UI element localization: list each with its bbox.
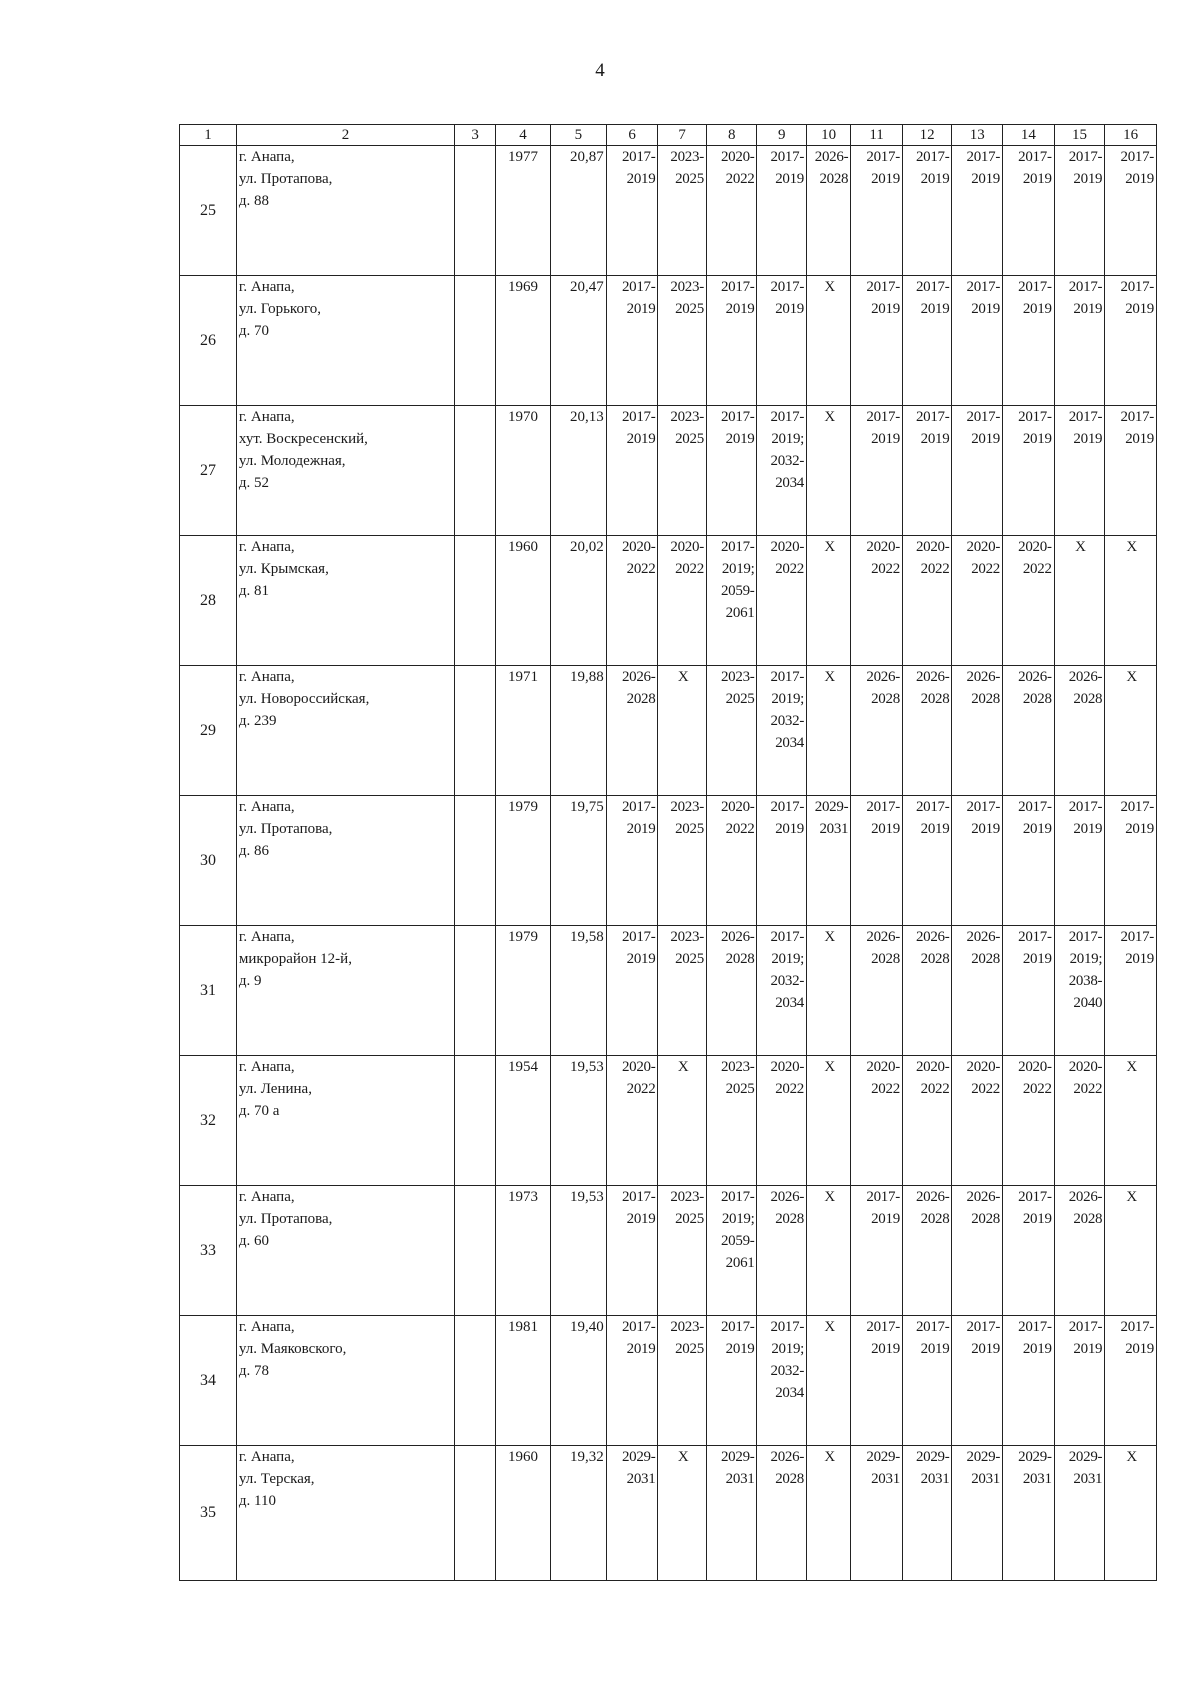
address-line: д. 60 — [238, 1233, 270, 1249]
period-cell: 2020- 2022 — [902, 1056, 952, 1186]
table-row — [180, 146, 1157, 276]
period-cell: 2020- 2022 — [851, 536, 903, 666]
period-cell: 2017- 2019 — [1105, 146, 1157, 276]
period-cell: 2017- 2019 — [1054, 1316, 1105, 1446]
column-number-2: 2 — [236, 125, 454, 146]
period-cell: 2017- 2019 — [1003, 926, 1055, 1056]
period-cell: 2029- 2031 — [851, 1446, 903, 1581]
period-cell: 2017- 2019; 2059- 2061 — [706, 1186, 757, 1316]
year-cell: 1960 — [496, 1446, 551, 1581]
period-cell: 2017- 2019 — [757, 146, 807, 276]
column-number-1: 1 — [180, 125, 237, 146]
schedule-table — [179, 124, 1157, 1581]
period-cell: 2017- 2019 — [1054, 406, 1105, 536]
period-cell: 2020- 2022 — [1054, 1056, 1105, 1186]
table-row — [180, 276, 1157, 406]
period-cell: 2017- 2019 — [1105, 406, 1157, 536]
period-cell: X — [807, 406, 851, 536]
period-cell: 2029- 2031 — [1054, 1446, 1105, 1581]
column-3-cell — [455, 1446, 496, 1581]
period-cell: 2017- 2019 — [706, 406, 757, 536]
period-cell: 2017- 2019 — [606, 146, 658, 276]
period-cell: X — [658, 1056, 706, 1186]
period-cell: 2017- 2019 — [1054, 796, 1105, 926]
year-cell: 1971 — [496, 666, 551, 796]
address-line: ул. Протапова, — [238, 171, 333, 187]
column-number-8: 8 — [706, 125, 757, 146]
address-line: ул. Молодежная, — [238, 453, 346, 469]
period-cell: 2017- 2019; 2038- 2040 — [1054, 926, 1105, 1056]
address-line: д. 70 — [238, 323, 270, 339]
period-cell: X — [1105, 1056, 1157, 1186]
area-cell: 19,53 — [550, 1186, 606, 1316]
period-cell: X — [807, 926, 851, 1056]
period-cell: 2017- 2019 — [757, 276, 807, 406]
period-cell: 2017- 2019 — [851, 276, 903, 406]
column-3-cell — [455, 1056, 496, 1186]
address-cell — [236, 1186, 454, 1316]
column-3-cell — [455, 796, 496, 926]
period-cell: X — [1105, 1446, 1157, 1581]
period-cell: 2017- 2019 — [1105, 926, 1157, 1056]
period-cell: 2029- 2031 — [1003, 1446, 1055, 1581]
period-cell: 2017- 2019 — [1105, 796, 1157, 926]
table-row — [180, 1446, 1157, 1581]
period-cell: 2026- 2028 — [851, 926, 903, 1056]
column-number-5: 5 — [550, 125, 606, 146]
address-line: д. 52 — [238, 475, 270, 491]
address-line: ул. Ленина, — [238, 1081, 312, 1097]
column-3-cell — [455, 1316, 496, 1446]
row-number: 33 — [180, 1186, 237, 1316]
address-line: г. Анапа, — [238, 1449, 295, 1465]
address-line: д. 81 — [238, 583, 270, 599]
address-line: ул. Крымская, — [238, 561, 329, 577]
period-cell: 2020- 2022 — [1003, 1056, 1055, 1186]
period-cell: 2026- 2028 — [606, 666, 658, 796]
row-number: 25 — [180, 146, 237, 276]
period-cell: 2017- 2019 — [757, 796, 807, 926]
period-cell: 2020- 2022 — [902, 536, 952, 666]
period-cell: 2026- 2028 — [807, 146, 851, 276]
year-cell: 1954 — [496, 1056, 551, 1186]
area-cell: 20,87 — [550, 146, 606, 276]
year-cell: 1969 — [496, 276, 551, 406]
address-line: микрорайон 12-й, — [238, 951, 352, 967]
period-cell: 2020- 2022 — [757, 536, 807, 666]
period-cell: 2017- 2019; 2059- 2061 — [706, 536, 757, 666]
column-3-cell — [455, 406, 496, 536]
column-number-9: 9 — [757, 125, 807, 146]
address-cell — [236, 666, 454, 796]
area-cell: 20,47 — [550, 276, 606, 406]
column-number-15: 15 — [1054, 125, 1105, 146]
period-cell: 2017- 2019 — [606, 276, 658, 406]
area-cell: 19,58 — [550, 926, 606, 1056]
period-cell: 2017- 2019 — [706, 1316, 757, 1446]
period-cell: 2029- 2031 — [952, 1446, 1003, 1581]
address-line: д. 239 — [238, 713, 277, 729]
period-cell: X — [807, 1186, 851, 1316]
area-cell: 19,40 — [550, 1316, 606, 1446]
address-cell — [236, 276, 454, 406]
period-cell: 2017- 2019 — [606, 406, 658, 536]
area-cell: 20,02 — [550, 536, 606, 666]
period-cell: 2026- 2028 — [902, 1186, 952, 1316]
period-cell: 2020- 2022 — [851, 1056, 903, 1186]
period-cell: 2026- 2028 — [706, 926, 757, 1056]
period-cell: 2017- 2019 — [1003, 1316, 1055, 1446]
address-line: г. Анапа, — [238, 1189, 295, 1205]
period-cell: 2026- 2028 — [851, 666, 903, 796]
address-line: хут. Воскресенский, — [238, 431, 368, 447]
address-cell — [236, 406, 454, 536]
period-cell: X — [807, 1056, 851, 1186]
area-cell: 19,53 — [550, 1056, 606, 1186]
period-cell: 2020- 2022 — [1003, 536, 1055, 666]
address-cell — [236, 146, 454, 276]
period-cell: X — [658, 1446, 706, 1581]
period-cell: 2017- 2019 — [1054, 146, 1105, 276]
table-row — [180, 1056, 1157, 1186]
page-number: 4 — [595, 60, 605, 81]
period-cell: 2017- 2019 — [1003, 1186, 1055, 1316]
column-3-cell — [455, 536, 496, 666]
period-cell: 2026- 2028 — [757, 1446, 807, 1581]
address-line: ул. Протапова, — [238, 821, 333, 837]
table-row — [180, 666, 1157, 796]
period-cell: 2017- 2019; 2032- 2034 — [757, 666, 807, 796]
column-number-12: 12 — [902, 125, 952, 146]
column-3-cell — [455, 1186, 496, 1316]
column-number-14: 14 — [1003, 125, 1055, 146]
address-cell — [236, 536, 454, 666]
period-cell: X — [658, 666, 706, 796]
area-cell: 19,88 — [550, 666, 606, 796]
row-number: 27 — [180, 406, 237, 536]
address-line: ул. Новороссийская, — [238, 691, 370, 707]
year-cell: 1981 — [496, 1316, 551, 1446]
period-cell: 2026- 2028 — [952, 666, 1003, 796]
period-cell: 2017- 2019 — [606, 1316, 658, 1446]
year-cell: 1979 — [496, 926, 551, 1056]
area-cell: 19,32 — [550, 1446, 606, 1581]
year-cell: 1973 — [496, 1186, 551, 1316]
column-number-4: 4 — [496, 125, 551, 146]
period-cell: 2017- 2019 — [606, 926, 658, 1056]
table-row — [180, 926, 1157, 1056]
period-cell: 2017- 2019 — [851, 146, 903, 276]
column-3-cell — [455, 666, 496, 796]
period-cell: 2017- 2019 — [902, 1316, 952, 1446]
address-line: г. Анапа, — [238, 1059, 295, 1075]
address-line: г. Анапа, — [238, 669, 295, 685]
period-cell: 2017- 2019 — [851, 406, 903, 536]
period-cell: X — [807, 1446, 851, 1581]
column-number-10: 10 — [807, 125, 851, 146]
period-cell: 2023- 2025 — [658, 796, 706, 926]
period-cell: 2026- 2028 — [902, 926, 952, 1056]
period-cell: 2017- 2019 — [1105, 276, 1157, 406]
period-cell: 2023- 2025 — [658, 276, 706, 406]
period-cell: X — [807, 276, 851, 406]
period-cell: 2029- 2031 — [706, 1446, 757, 1581]
column-number-11: 11 — [851, 125, 903, 146]
column-3-cell — [455, 926, 496, 1056]
address-line: д. 70 а — [238, 1103, 280, 1119]
row-number: 32 — [180, 1056, 237, 1186]
row-number: 31 — [180, 926, 237, 1056]
table-row — [180, 1186, 1157, 1316]
column-number-3: 3 — [455, 125, 496, 146]
column-3-cell — [455, 276, 496, 406]
period-cell: 2029- 2031 — [902, 1446, 952, 1581]
row-number: 34 — [180, 1316, 237, 1446]
address-line: г. Анапа, — [238, 799, 295, 815]
address-cell — [236, 1056, 454, 1186]
period-cell: X — [1105, 1186, 1157, 1316]
address-cell — [236, 796, 454, 926]
period-cell: 2017- 2019; 2032- 2034 — [757, 926, 807, 1056]
period-cell: 2029- 2031 — [807, 796, 851, 926]
address-line: д. 110 — [238, 1493, 276, 1509]
address-line: ул. Протапова, — [238, 1211, 333, 1227]
period-cell: 2017- 2019 — [902, 276, 952, 406]
address-line: ул. Горького, — [238, 301, 321, 317]
period-cell: 2029- 2031 — [606, 1446, 658, 1581]
period-cell: X — [807, 666, 851, 796]
area-cell: 19,75 — [550, 796, 606, 926]
period-cell: 2017- 2019 — [902, 796, 952, 926]
period-cell: X — [807, 1316, 851, 1446]
area-cell: 20,13 — [550, 406, 606, 536]
address-line: г. Анапа, — [238, 149, 295, 165]
row-number: 28 — [180, 536, 237, 666]
period-cell: 2017- 2019 — [1003, 146, 1055, 276]
row-number: 29 — [180, 666, 237, 796]
period-cell: 2020- 2022 — [658, 536, 706, 666]
period-cell: 2017- 2019 — [902, 146, 952, 276]
period-cell: 2023- 2025 — [658, 146, 706, 276]
address-line: ул. Терская, — [238, 1471, 315, 1487]
address-line: г. Анапа, — [238, 929, 295, 945]
period-cell: X — [1105, 666, 1157, 796]
column-number-16: 16 — [1105, 125, 1157, 146]
period-cell: 2017- 2019 — [952, 276, 1003, 406]
address-line: д. 88 — [238, 193, 270, 209]
column-number-7: 7 — [658, 125, 706, 146]
period-cell: 2026- 2028 — [1054, 1186, 1105, 1316]
period-cell: 2020- 2022 — [706, 796, 757, 926]
period-cell: 2026- 2028 — [757, 1186, 807, 1316]
year-cell: 1970 — [496, 406, 551, 536]
row-number: 26 — [180, 276, 237, 406]
address-line: д. 78 — [238, 1363, 270, 1379]
address-cell — [236, 926, 454, 1056]
period-cell: 2023- 2025 — [658, 926, 706, 1056]
period-cell: 2017- 2019; 2032- 2034 — [757, 1316, 807, 1446]
address-line: г. Анапа, — [238, 279, 295, 295]
period-cell: 2026- 2028 — [1054, 666, 1105, 796]
period-cell: 2020- 2022 — [952, 1056, 1003, 1186]
period-cell: 2020- 2022 — [706, 146, 757, 276]
period-cell: X — [807, 536, 851, 666]
period-cell: 2026- 2028 — [902, 666, 952, 796]
period-cell: 2017- 2019 — [1003, 276, 1055, 406]
row-number: 30 — [180, 796, 237, 926]
column-number-6: 6 — [606, 125, 658, 146]
address-line: г. Анапа, — [238, 1319, 295, 1335]
column-3-cell — [455, 146, 496, 276]
period-cell: 2017- 2019 — [706, 276, 757, 406]
period-cell: 2023- 2025 — [706, 1056, 757, 1186]
period-cell: 2017- 2019 — [851, 796, 903, 926]
period-cell: 2020- 2022 — [606, 1056, 658, 1186]
year-cell: 1979 — [496, 796, 551, 926]
period-cell: X — [1105, 536, 1157, 666]
row-number: 35 — [180, 1446, 237, 1581]
period-cell: 2020- 2022 — [952, 536, 1003, 666]
address-line: д. 86 — [238, 843, 270, 859]
address-line: г. Анапа, — [238, 409, 295, 425]
period-cell: 2017- 2019 — [1105, 1316, 1157, 1446]
year-cell: 1977 — [496, 146, 551, 276]
period-cell: 2017- 2019 — [1003, 796, 1055, 926]
period-cell: 2017- 2019 — [851, 1316, 903, 1446]
period-cell: 2017- 2019 — [902, 406, 952, 536]
period-cell: X — [1054, 536, 1105, 666]
period-cell: 2023- 2025 — [658, 1186, 706, 1316]
period-cell: 2026- 2028 — [952, 926, 1003, 1056]
table-row — [180, 1316, 1157, 1446]
address-line: ул. Маяковского, — [238, 1341, 347, 1357]
period-cell: 2026- 2028 — [952, 1186, 1003, 1316]
period-cell: 2017- 2019 — [851, 1186, 903, 1316]
period-cell: 2023- 2025 — [658, 1316, 706, 1446]
table-row — [180, 406, 1157, 536]
address-line: д. 9 — [238, 973, 262, 989]
period-cell: 2023- 2025 — [658, 406, 706, 536]
table-row — [180, 796, 1157, 926]
period-cell: 2026- 2028 — [1003, 666, 1055, 796]
column-number-row — [180, 125, 1157, 146]
period-cell: 2017- 2019 — [1003, 406, 1055, 536]
period-cell: 2017- 2019 — [606, 1186, 658, 1316]
period-cell: 2017- 2019 — [952, 406, 1003, 536]
column-number-13: 13 — [952, 125, 1003, 146]
address-cell — [236, 1316, 454, 1446]
period-cell: 2017- 2019 — [1054, 276, 1105, 406]
period-cell: 2017- 2019 — [606, 796, 658, 926]
period-cell: 2020- 2022 — [757, 1056, 807, 1186]
year-cell: 1960 — [496, 536, 551, 666]
period-cell: 2017- 2019 — [952, 1316, 1003, 1446]
period-cell: 2023- 2025 — [706, 666, 757, 796]
address-line: г. Анапа, — [238, 539, 295, 555]
period-cell: 2017- 2019 — [952, 146, 1003, 276]
table-row — [180, 536, 1157, 666]
period-cell: 2020- 2022 — [606, 536, 658, 666]
address-cell — [236, 1446, 454, 1581]
period-cell: 2017- 2019 — [952, 796, 1003, 926]
period-cell: 2017- 2019; 2032- 2034 — [757, 406, 807, 536]
